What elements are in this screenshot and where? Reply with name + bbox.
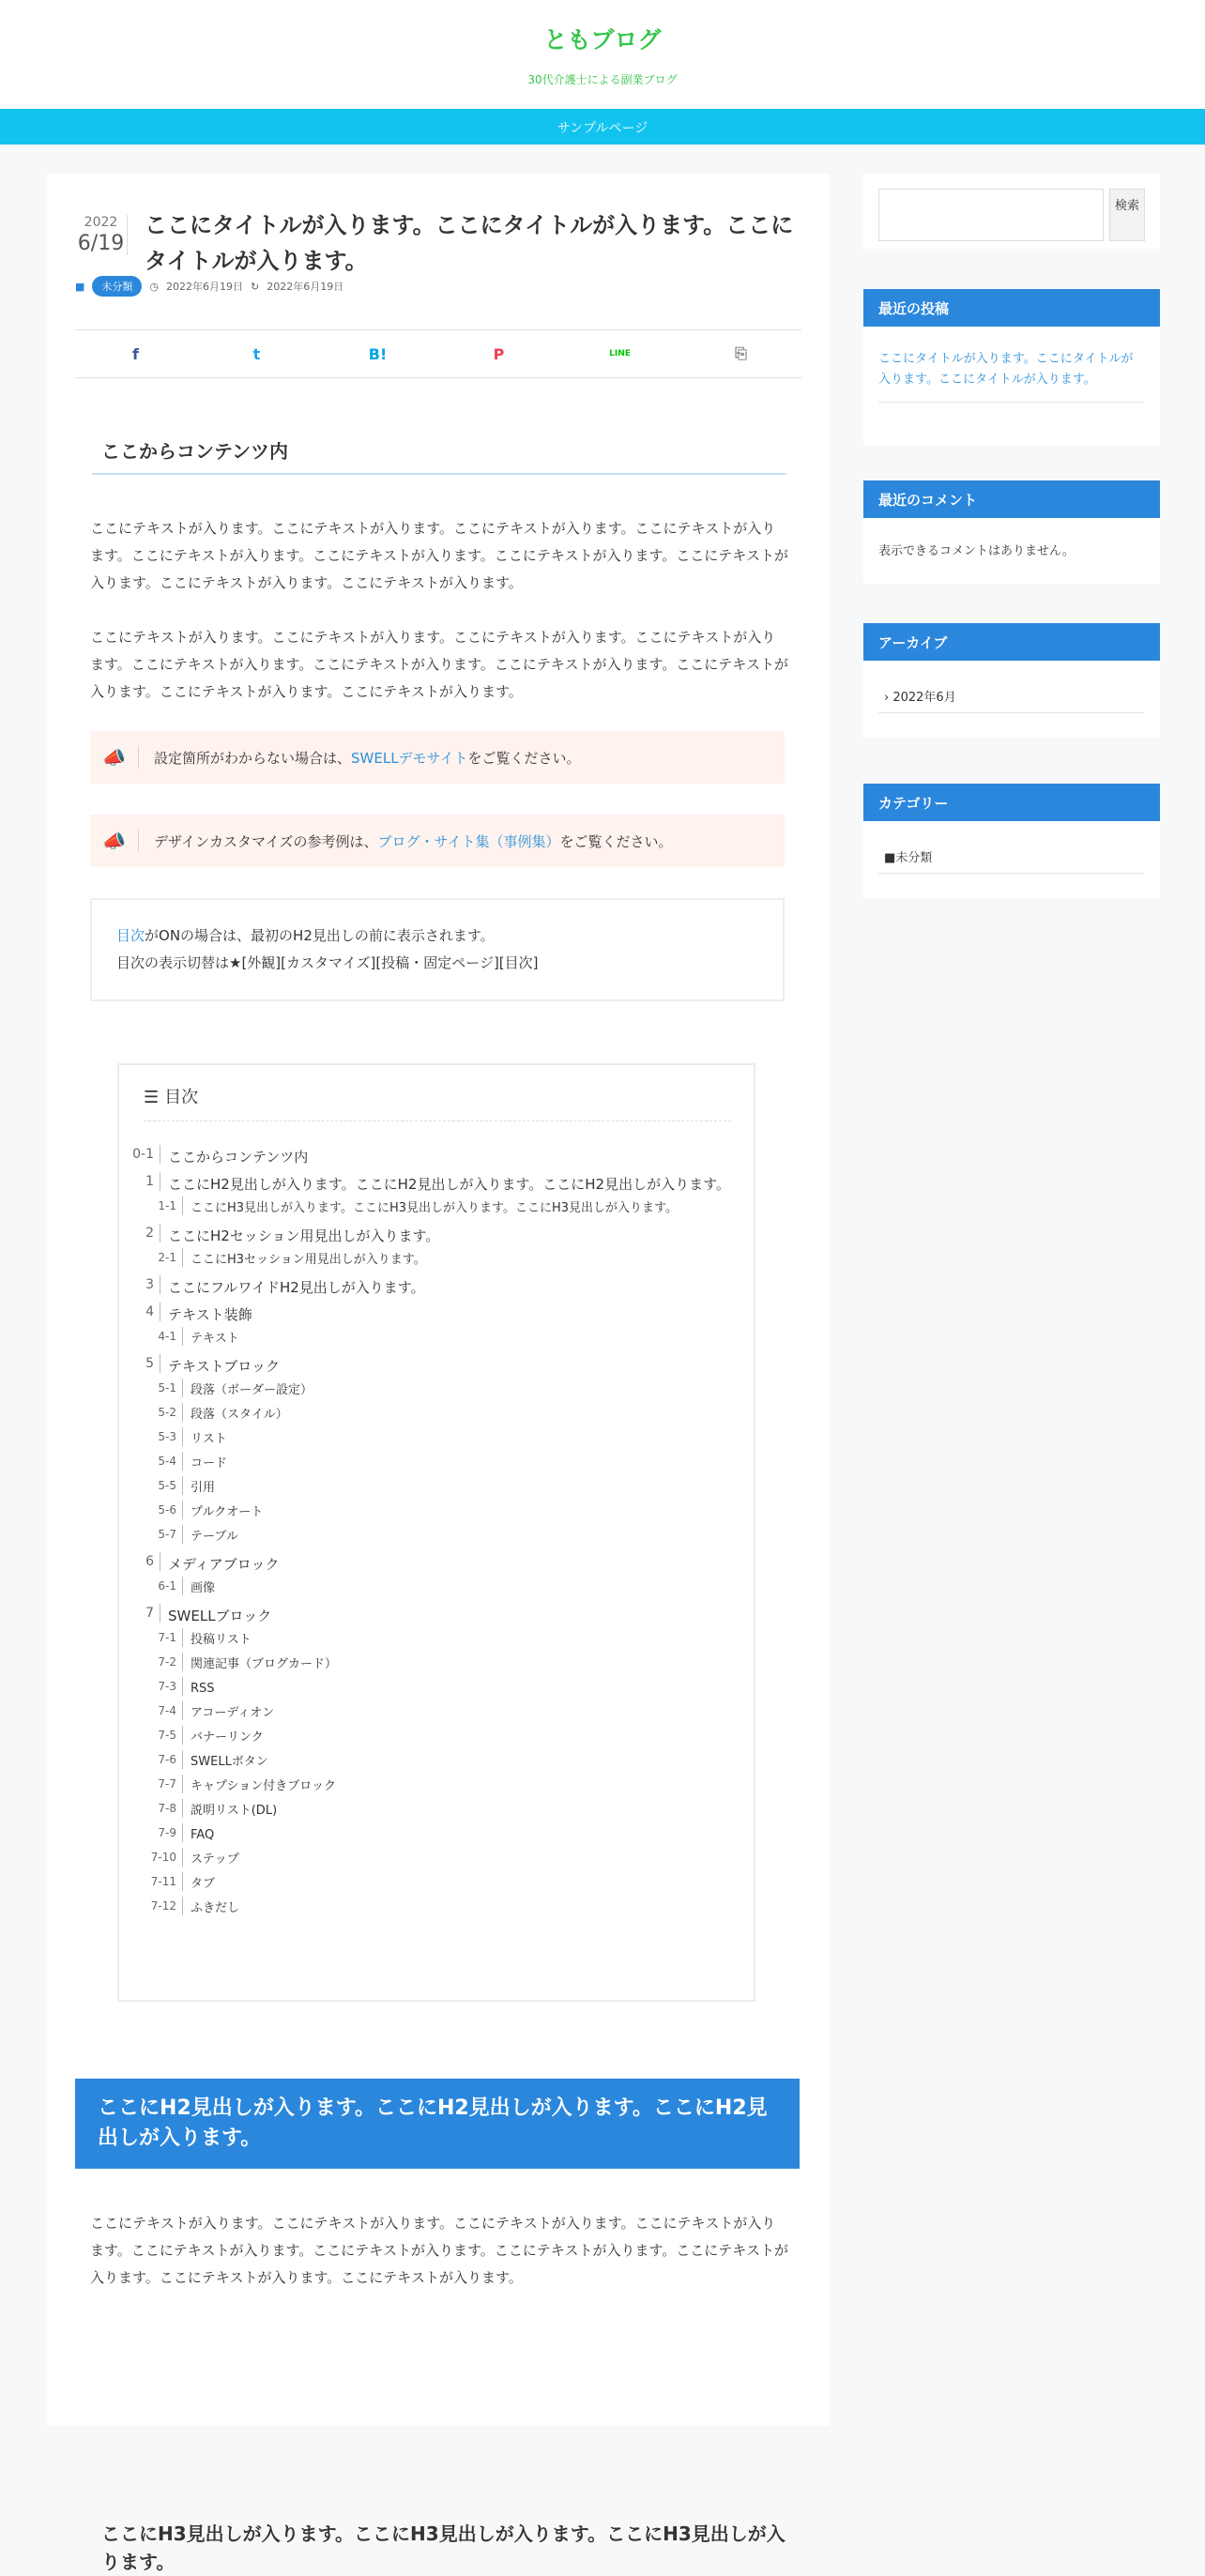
toc-item[interactable] — [129, 1248, 748, 1273]
toc-item-number: 5-3 — [129, 1427, 183, 1446]
caption-box-demo — [90, 731, 785, 784]
toc-item[interactable] — [129, 1604, 748, 1628]
global-nav — [0, 109, 1205, 145]
caption-text-demo — [139, 748, 581, 768]
toc-item-label: リスト — [191, 1432, 227, 1446]
toc-item[interactable] — [129, 1501, 748, 1525]
pocket-share-button[interactable] — [438, 330, 559, 377]
toc-item[interactable] — [129, 1354, 748, 1379]
heading-h2: ここにH2見出しが入ります。ここにH2見出しが入ります。ここにH2見出しが入ります。 — [75, 2079, 800, 2169]
toc-item-number: 7-5 — [129, 1726, 183, 1745]
paragraph-3: ここにテキストが入ります。ここにテキストが入ります。ここにテキストが入ります。ここにテキストが入ります。ここにテキストが入ります。ここにテキストが入ります。ここにテキストが入ります。ここにテキストが入ります。ここにテキストが入ります。ここにテキストが入ります。 — [90, 2215, 789, 2286]
folder-icon: ■ — [75, 280, 85, 293]
toc-item-label: アコーディオン — [191, 1706, 275, 1720]
toc-item-number: 5 — [138, 1354, 160, 1373]
toc-item-label: SWELLボタン — [191, 1755, 268, 1769]
search-button-label: 検索 — [1114, 199, 1139, 213]
line-share-button[interactable] — [559, 330, 680, 377]
toc-item[interactable] — [129, 1552, 748, 1577]
post-meta — [75, 275, 343, 297]
hatena-share-button[interactable] — [317, 330, 438, 377]
recent-comments-title: 最近のコメント — [863, 480, 1160, 518]
toc-item-number: 7-12 — [129, 1897, 183, 1915]
toc-item-label: テキストブロック — [168, 1358, 280, 1375]
toc-item-number: 7-1 — [129, 1628, 183, 1647]
facebook-icon: f — [132, 344, 139, 363]
refresh-icon: ↻ — [251, 280, 260, 293]
archive-item[interactable] — [878, 683, 1145, 713]
toc-item-label: ここにH2見出しが入ります。ここにH2見出しが入ります。ここにH2見出しが入ります。 — [168, 1176, 730, 1193]
category-badge[interactable]: 未分類 — [92, 276, 142, 297]
toc-item-number: 0-1 — [129, 1145, 160, 1164]
toc-item-number: 7-9 — [129, 1823, 183, 1842]
paragraph-2: ここにテキストが入ります。ここにテキストが入ります。ここにテキストが入ります。ここにテキストが入ります。ここにテキストが入ります。ここにテキストが入ります。ここにテキストが入ります。ここにテキストが入ります。ここにテキストが入ります。ここにテキストが入ります。 — [90, 629, 789, 700]
toc-item[interactable] — [129, 1628, 748, 1653]
toc-item[interactable] — [129, 1897, 748, 1921]
toc-item-label: ここにフルワイドH2見出しが入ります。 — [168, 1279, 425, 1296]
toc-item-number: 7-8 — [129, 1799, 183, 1818]
caption-post: をご覧ください。 — [467, 749, 581, 767]
toc-item[interactable] — [129, 1427, 748, 1452]
toc-header — [144, 1078, 731, 1121]
toc-item[interactable] — [129, 1327, 748, 1351]
toc-item-number: 5-6 — [129, 1501, 183, 1519]
toc-item-label: 投稿リスト — [191, 1633, 252, 1647]
toc-item-number: 6-1 — [129, 1577, 183, 1595]
toc-item-label: テキスト — [191, 1332, 239, 1346]
toc-item-label: ここにH3セッション用見出しが入ります。 — [191, 1253, 426, 1267]
pocket-icon: P — [493, 344, 505, 363]
archive-item-label: 2022年6月 — [892, 691, 956, 705]
toc-item-label: 画像 — [191, 1581, 216, 1595]
toc-item[interactable] — [129, 1275, 748, 1300]
toc-item-label: FAQ — [191, 1828, 215, 1842]
toc-item-number: 4-1 — [129, 1327, 183, 1346]
toc-item[interactable] — [129, 1799, 748, 1823]
toc-item[interactable] — [129, 1848, 748, 1872]
hatena-icon: B! — [368, 344, 388, 363]
toc-item[interactable] — [129, 1577, 748, 1601]
category-title: カテゴリー — [863, 784, 1160, 821]
site-header — [0, 0, 1205, 109]
toc-item-label: コード — [191, 1456, 228, 1471]
toc-item[interactable] — [129, 1303, 748, 1327]
toc-item[interactable] — [129, 1677, 748, 1701]
toc-item-number: 6 — [138, 1552, 160, 1571]
toc-item-number: 1 — [138, 1172, 160, 1191]
toc-item-label: RSS — [191, 1682, 215, 1696]
toc-item[interactable] — [129, 1701, 748, 1726]
toc-item[interactable] — [129, 1145, 748, 1169]
toc-item-number: 5-1 — [129, 1379, 183, 1397]
list-icon: ☰ — [144, 1088, 160, 1107]
note-line-1 — [116, 922, 758, 950]
toc-item-label: テーブル — [191, 1530, 238, 1544]
toc-item-label: ふきだし — [191, 1901, 240, 1915]
toc-item-number: 5-5 — [129, 1476, 183, 1495]
toc-item-number: 5-4 — [129, 1452, 183, 1471]
toc-item[interactable] — [129, 1172, 748, 1197]
toc-item-number: 7 — [138, 1604, 160, 1623]
search-input[interactable] — [878, 189, 1104, 241]
toc-item[interactable] — [129, 1872, 748, 1897]
category-item[interactable] — [878, 844, 1145, 874]
post-year: 2022 — [84, 215, 118, 230]
note-text-1: がONの場合は、最初のH2見出しの前に表示されます。 — [145, 927, 495, 944]
toc-item-number: 7-3 — [129, 1677, 183, 1696]
caption-post: をご覧ください。 — [559, 832, 673, 850]
toc-item[interactable] — [129, 1452, 748, 1476]
twitter-share-button[interactable] — [196, 330, 317, 377]
published-date: 2022年6月19日 — [166, 281, 244, 293]
table-of-contents — [117, 1063, 755, 2002]
paragraph-1: ここにテキストが入ります。ここにテキストが入ります。ここにテキストが入ります。ここにテキストが入ります。ここにテキストが入ります。ここにテキストが入ります。ここにテキストが入ります。ここにテキストが入ります。ここにテキストが入ります。ここにテキストが入ります。 — [90, 520, 789, 591]
heading-h3: ここにH3見出しが入ります。ここにH3見出しが入ります。ここにH3見出しが入ります。 — [101, 2523, 786, 2573]
facebook-share-button[interactable] — [75, 330, 196, 377]
share-buttons — [75, 329, 801, 378]
toc-item[interactable] — [129, 1775, 748, 1799]
clock-icon: ◷ — [149, 280, 160, 293]
toc-item-number: 7-2 — [129, 1653, 183, 1671]
toc-item-label: キャプション付きブロック — [191, 1779, 336, 1793]
megaphone-icon: 📣 — [90, 746, 139, 769]
post-date-block — [75, 215, 128, 255]
toc-item[interactable] — [129, 1726, 748, 1750]
toc-item-number: 4 — [138, 1303, 160, 1321]
recent-posts-widget — [863, 289, 1160, 446]
toc-item-number: 7-7 — [129, 1775, 183, 1793]
toc-item-label: 引用 — [191, 1481, 216, 1495]
search-widget — [863, 174, 1160, 249]
recent-posts-title: 最近の投稿 — [863, 289, 1160, 327]
toc-item[interactable] — [129, 1653, 748, 1677]
note-box — [90, 898, 785, 1001]
toc-link[interactable]: 目次 — [116, 927, 145, 944]
toc-item-label: メディアブロック — [168, 1556, 280, 1573]
toc-item-label: ステップ — [191, 1852, 239, 1867]
toc-item-label: 段落（ボーダー設定） — [191, 1383, 313, 1397]
toc-item[interactable] — [129, 1750, 748, 1775]
toc-item-label: プルクオート — [191, 1505, 264, 1519]
toc-item-number: 2-1 — [129, 1248, 183, 1267]
nav-item-sample-page[interactable]: サンプルページ — [557, 121, 648, 136]
copy-icon: ⎘ — [735, 344, 747, 362]
line-icon: LINE — [609, 349, 631, 358]
recent-post-link[interactable]: ここにタイトルが入ります。ここにタイトルが入ります。ここにタイトルが入ります。 — [878, 349, 1145, 403]
twitter-icon: t — [252, 344, 261, 363]
archive-widget — [863, 623, 1160, 738]
toc-item-label: ここからコンテンツ内 — [168, 1149, 309, 1166]
toc-item-label: SWELLブロック — [168, 1608, 272, 1624]
toc-item-number: 7-4 — [129, 1701, 183, 1720]
toc-item-label: ここにH3見出しが入ります。ここにH3見出しが入ります。ここにH3見出しが入ります。 — [191, 1201, 679, 1215]
toc-item[interactable] — [129, 1379, 748, 1403]
category-widget — [863, 784, 1160, 898]
toc-item[interactable] — [129, 1823, 748, 1848]
category-item-label: 未分類 — [895, 851, 933, 865]
toc-item-label: タブ — [191, 1877, 216, 1891]
no-comments-text: 表示できるコメントはありません。 — [878, 544, 1075, 558]
caption-text-examples — [139, 831, 672, 851]
archive-title: アーカイブ — [863, 623, 1160, 661]
toc-item-number: 7-10 — [129, 1848, 183, 1867]
heading-contents: ここからコンテンツ内 — [92, 436, 786, 475]
toc-item-label: 説明リスト(DL) — [191, 1804, 278, 1818]
toc-item-number: 1-1 — [129, 1197, 183, 1215]
modified-date: 2022年6月19日 — [267, 281, 344, 293]
swell-demo-link[interactable]: SWELLデモサイト — [351, 749, 468, 767]
caption-pre: 設定箇所がわからない場合は、 — [154, 749, 352, 767]
toc-item[interactable] — [129, 1525, 748, 1549]
toc-item[interactable] — [129, 1476, 748, 1501]
chevron-right-icon: › — [884, 691, 893, 705]
toc-item-label: テキスト装飾 — [168, 1306, 252, 1323]
toc-item-label: 関連記事（ブログカード） — [191, 1657, 338, 1671]
examples-link[interactable]: ブログ・サイト集（事例集） — [377, 832, 560, 850]
megaphone-icon: 📣 — [90, 830, 139, 852]
copy-url-button[interactable] — [680, 330, 801, 377]
toc-item-label: バナーリンク — [191, 1730, 264, 1745]
toc-item-number: 5-7 — [129, 1525, 183, 1544]
toc-item-number: 7-6 — [129, 1750, 183, 1769]
toc-item[interactable] — [129, 1197, 748, 1221]
toc-item-number: 3 — [138, 1275, 160, 1294]
toc-item[interactable] — [129, 1224, 748, 1248]
caption-pre: デザインカスタマイズの参考例は、 — [154, 832, 378, 850]
toc-item-label: ここにH2セッション用見出しが入ります。 — [168, 1227, 440, 1244]
caption-box-examples — [90, 815, 785, 867]
site-logo[interactable]: ともブログ — [543, 26, 662, 53]
toc-item-number: 7-11 — [129, 1872, 183, 1891]
search-button[interactable] — [1109, 189, 1145, 241]
recent-comments-widget — [863, 480, 1160, 584]
post-title: ここにタイトルが入ります。ここにタイトルが入ります。ここにタイトルが入ります。 — [145, 212, 794, 274]
main-content — [47, 174, 830, 2573]
site-tagline: 30代介護士による副業ブログ — [527, 73, 678, 86]
toc-item-number: 5-2 — [129, 1403, 183, 1422]
toc-item[interactable] — [129, 1403, 748, 1427]
post-monthday: 6/19 — [77, 232, 125, 255]
toc-item-number: 2 — [138, 1224, 160, 1242]
toc-title: 目次 — [164, 1088, 199, 1107]
toc-item-label: 段落（スタイル） — [191, 1408, 288, 1422]
folder-icon: ■ — [884, 851, 896, 865]
toc-list — [129, 1142, 748, 1921]
note-line-2: 目次の表示切替は★[外観][カスタマイズ][投稿・固定ページ][目次] — [116, 954, 539, 971]
